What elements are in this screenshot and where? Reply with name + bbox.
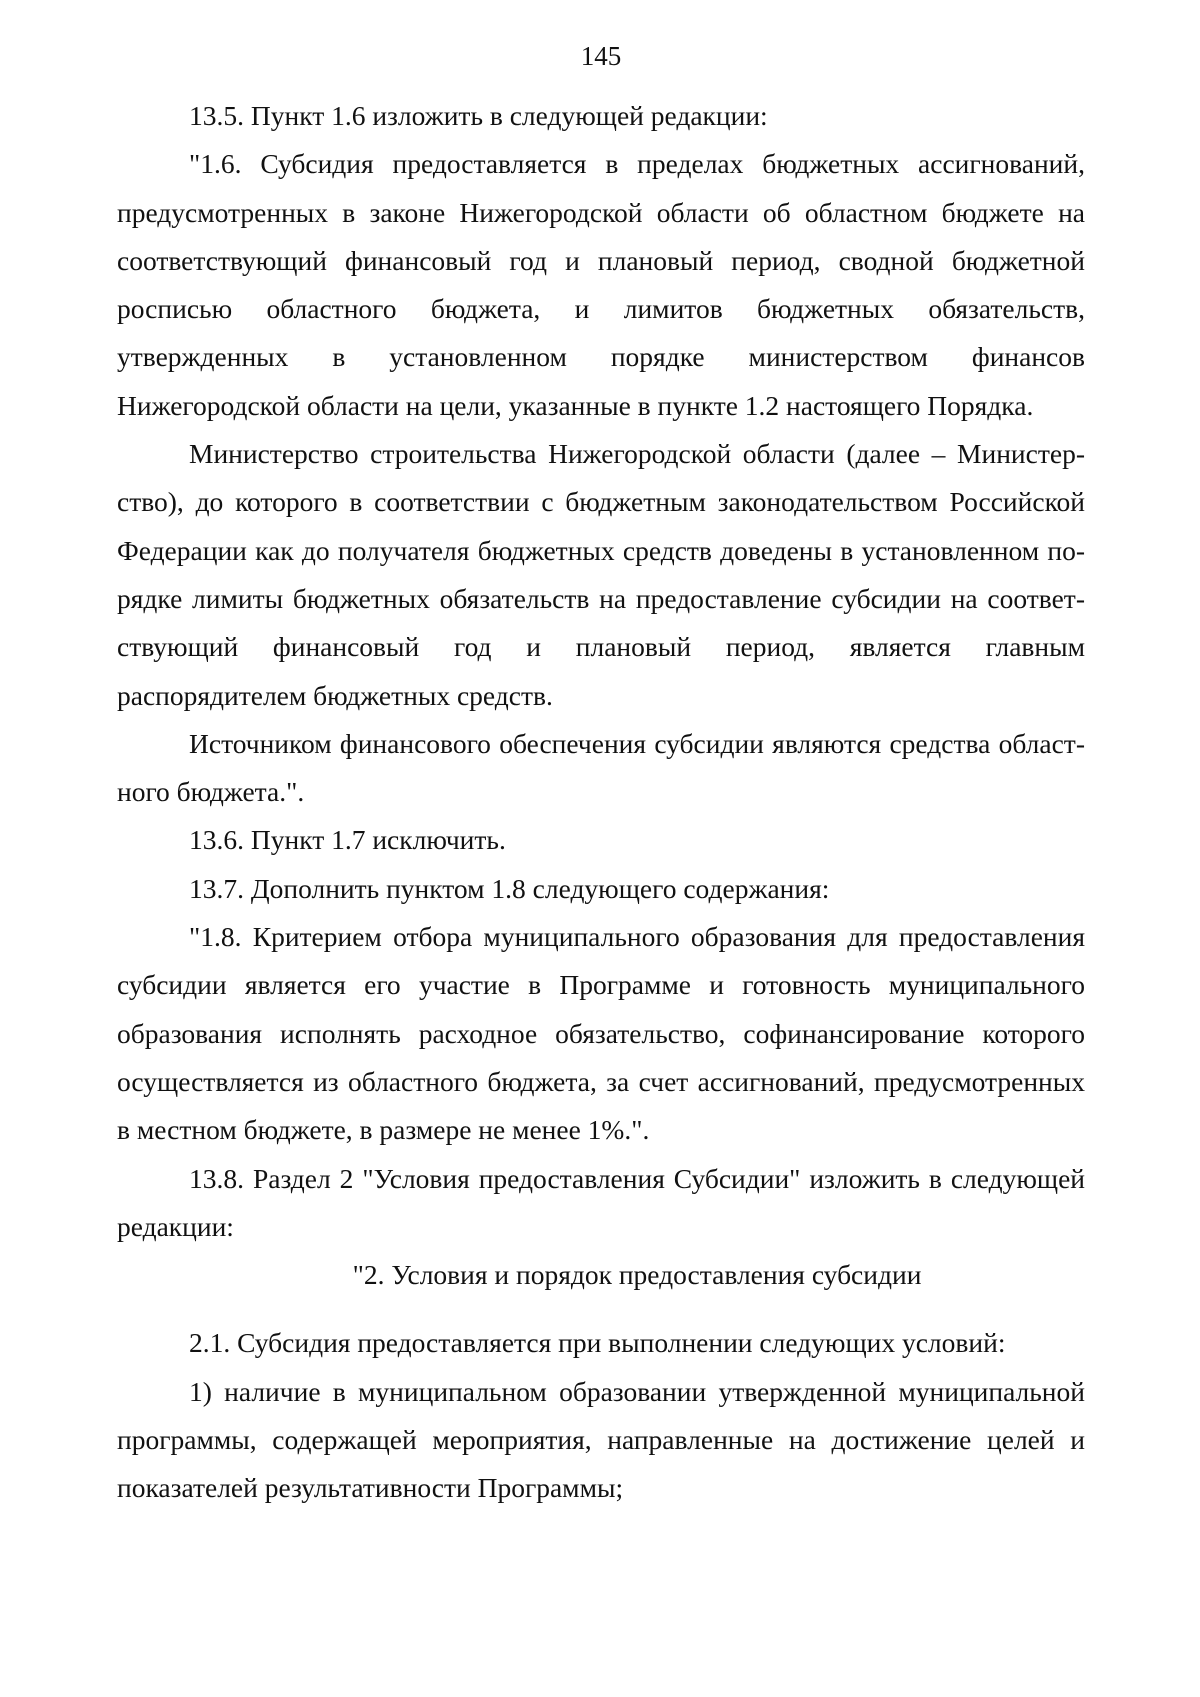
paragraph-condition-1: 1) наличие в муниципальном образовании утвержденной муниципальной программы, содержащей мероприятия, направленные на достижение целей и показателей результативности Программы; xyxy=(117,1375,1085,1504)
paragraph-1-8: "1.8. Критерием отбора муниципального образования для предоставления субсидии является его участие в Программе и готовность муниципального образования исполнять расходное обязательство, софинансирование которого осуществляется из областного бюджета, за счет ассигнований, предусмотренных в местном бюджете, в размере не менее 1%.". xyxy=(117,921,1085,1146)
paragraph-13-5: 13.5. Пункт 1.6 изложить в следующей редакции: xyxy=(189,100,768,131)
paragraph-funding-source: Источником финансового обеспечения субсидии являются средства областного бюджета.". xyxy=(117,727,1085,808)
paragraph-13-8: 13.8. Раздел 2 "Условия предоставления Субсидии" изложить в следующей редакции: xyxy=(117,1162,1085,1242)
page-number: 145 xyxy=(580,41,622,71)
paragraph-1-6: "1.6. Субсидия предоставляется в пределах бюджетных ассигнований, предусмотренных в законе Нижегородской области об областном бюджете на соответствующий финансовый год и плановый период, сводной бюджетной росписью областного бюджета, и лимитов бюджетных обязательств, утвержденных в установленном порядке министерством финансов Нижегородской области на цели, указанные в пункте 1.2 настоящего Порядка. xyxy=(117,148,1085,421)
section-heading: "2. Условия и порядок предоставления субсидии xyxy=(352,1259,922,1291)
document-body xyxy=(117,92,1085,1513)
paragraph-2-1: 2.1. Субсидия предоставляется при выполнении следующих условий: xyxy=(189,1327,1006,1359)
paragraph-13-6: 13.6. Пункт 1.7 исключить. xyxy=(189,824,506,856)
paragraph-13-7: 13.7. Дополнить пунктом 1.8 следующего содержания: xyxy=(189,872,830,904)
paragraph-ministry: Министерство строительства Нижегородской области (далее – Министерство), до которого в соответствии с бюджетным законодательством Российской Федерации как до получателя бюджетных средств доведены в установленном порядке лимиты бюджетных обязательств на предоставление субсидии на соответствующий финансовый год и плановый период, является главным распорядителем бюджетных средств. xyxy=(117,438,1085,711)
heading-spacer xyxy=(117,1299,1085,1319)
document-page xyxy=(117,0,1085,1697)
